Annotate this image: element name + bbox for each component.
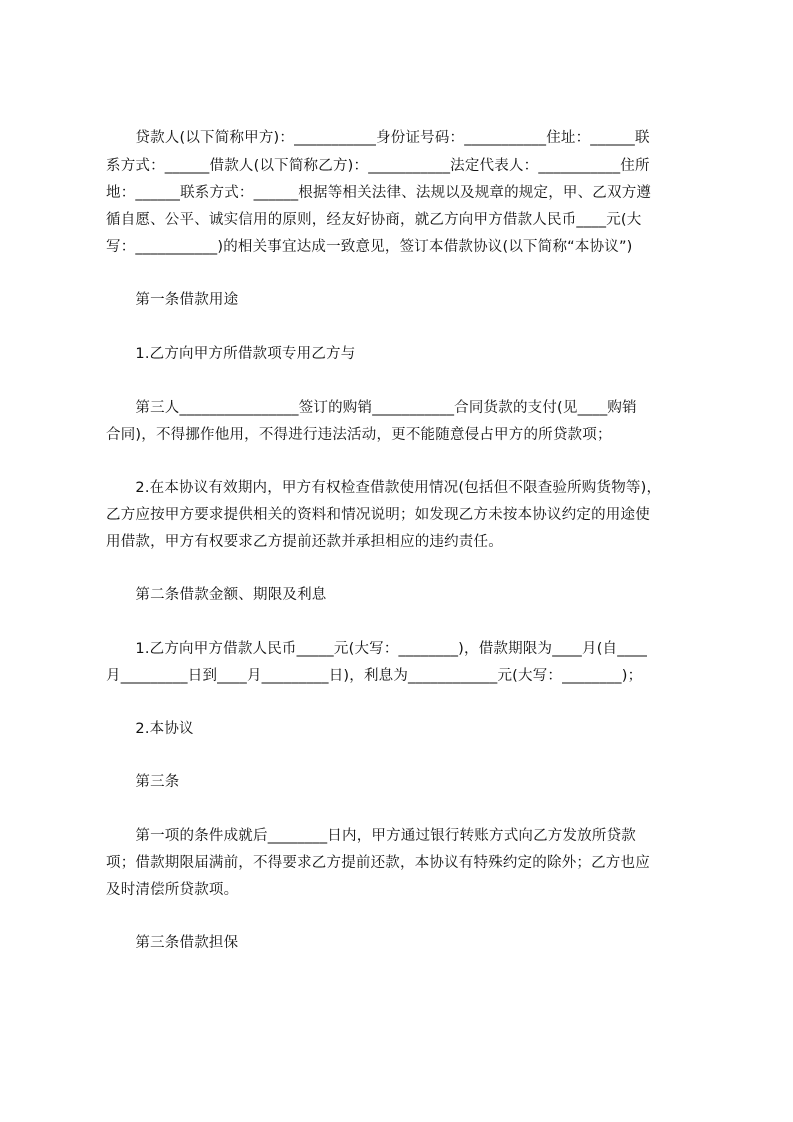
paragraph-line: 贷款人(以下简称甲方)：___________身份证号码：___________住址：______联 (106, 130, 650, 146)
paragraph-line: 写：___________)的相关事宜达成一致意见，签订本借款协议(以下简称“本协议”) (106, 239, 633, 255)
section-heading: 第一条借款用途 (106, 292, 239, 308)
paragraph-line: 第三人________________签订的购销___________合同货款的支付(见____购销 (106, 400, 637, 416)
paragraph-line: 第一项的条件成就后________日内，甲方通过银行转账方式向乙方发放所贷款 (106, 828, 636, 844)
paragraph-line: 地：______联系方式：______根据等相关法律、法规以及规章的规定，甲、乙双方遵 (106, 185, 652, 201)
clause-line: 1.乙方向甲方所借款项专用乙方与 (106, 346, 356, 362)
paragraph-line: 合同)，不得挪作他用，不得进行违法活动，更不能随意侵占甲方的所贷款项； (106, 427, 612, 443)
paragraph-line: 乙方应按甲方要求提供相关的资料和情况说明；如发现乙方未按本协议约定的用途使 (106, 507, 650, 523)
clause-line: 2.本协议 (106, 721, 194, 737)
section-heading: 第三条 (106, 774, 180, 790)
paragraph-line: 用借款，甲方有权要求乙方提前还款并承担相应的违约责任。 (106, 534, 503, 550)
paragraph-line: 月_________日到____月_________日)，利息为____________元(大写：________)； (106, 668, 643, 684)
section-heading: 第三条借款担保 (106, 935, 239, 951)
paragraph-line: 系方式：______借款人(以下简称乙方)：___________法定代表人：___________住所 (106, 158, 650, 174)
paragraph-line: 循自愿、公平、诚实信用的原则，经友好协商，就乙方向甲方借款人民币____元(大 (106, 212, 642, 228)
paragraph-line: 1.乙方向甲方借款人民币_____元(大写：________)，借款期限为____月(自____ (106, 641, 648, 657)
paragraph-line: 2.在本协议有效期内，甲方有权检查借款使用情况(包括但不限查验所购货物等)， (106, 480, 662, 496)
section-heading: 第二条借款金额、期限及利息 (106, 587, 327, 603)
paragraph-line: 项；借款期限届满前，不得要求乙方提前还款，本协议有特殊约定的除外；乙方也应 (106, 855, 650, 871)
paragraph-line: 及时清偿所贷款项。 (106, 882, 239, 898)
